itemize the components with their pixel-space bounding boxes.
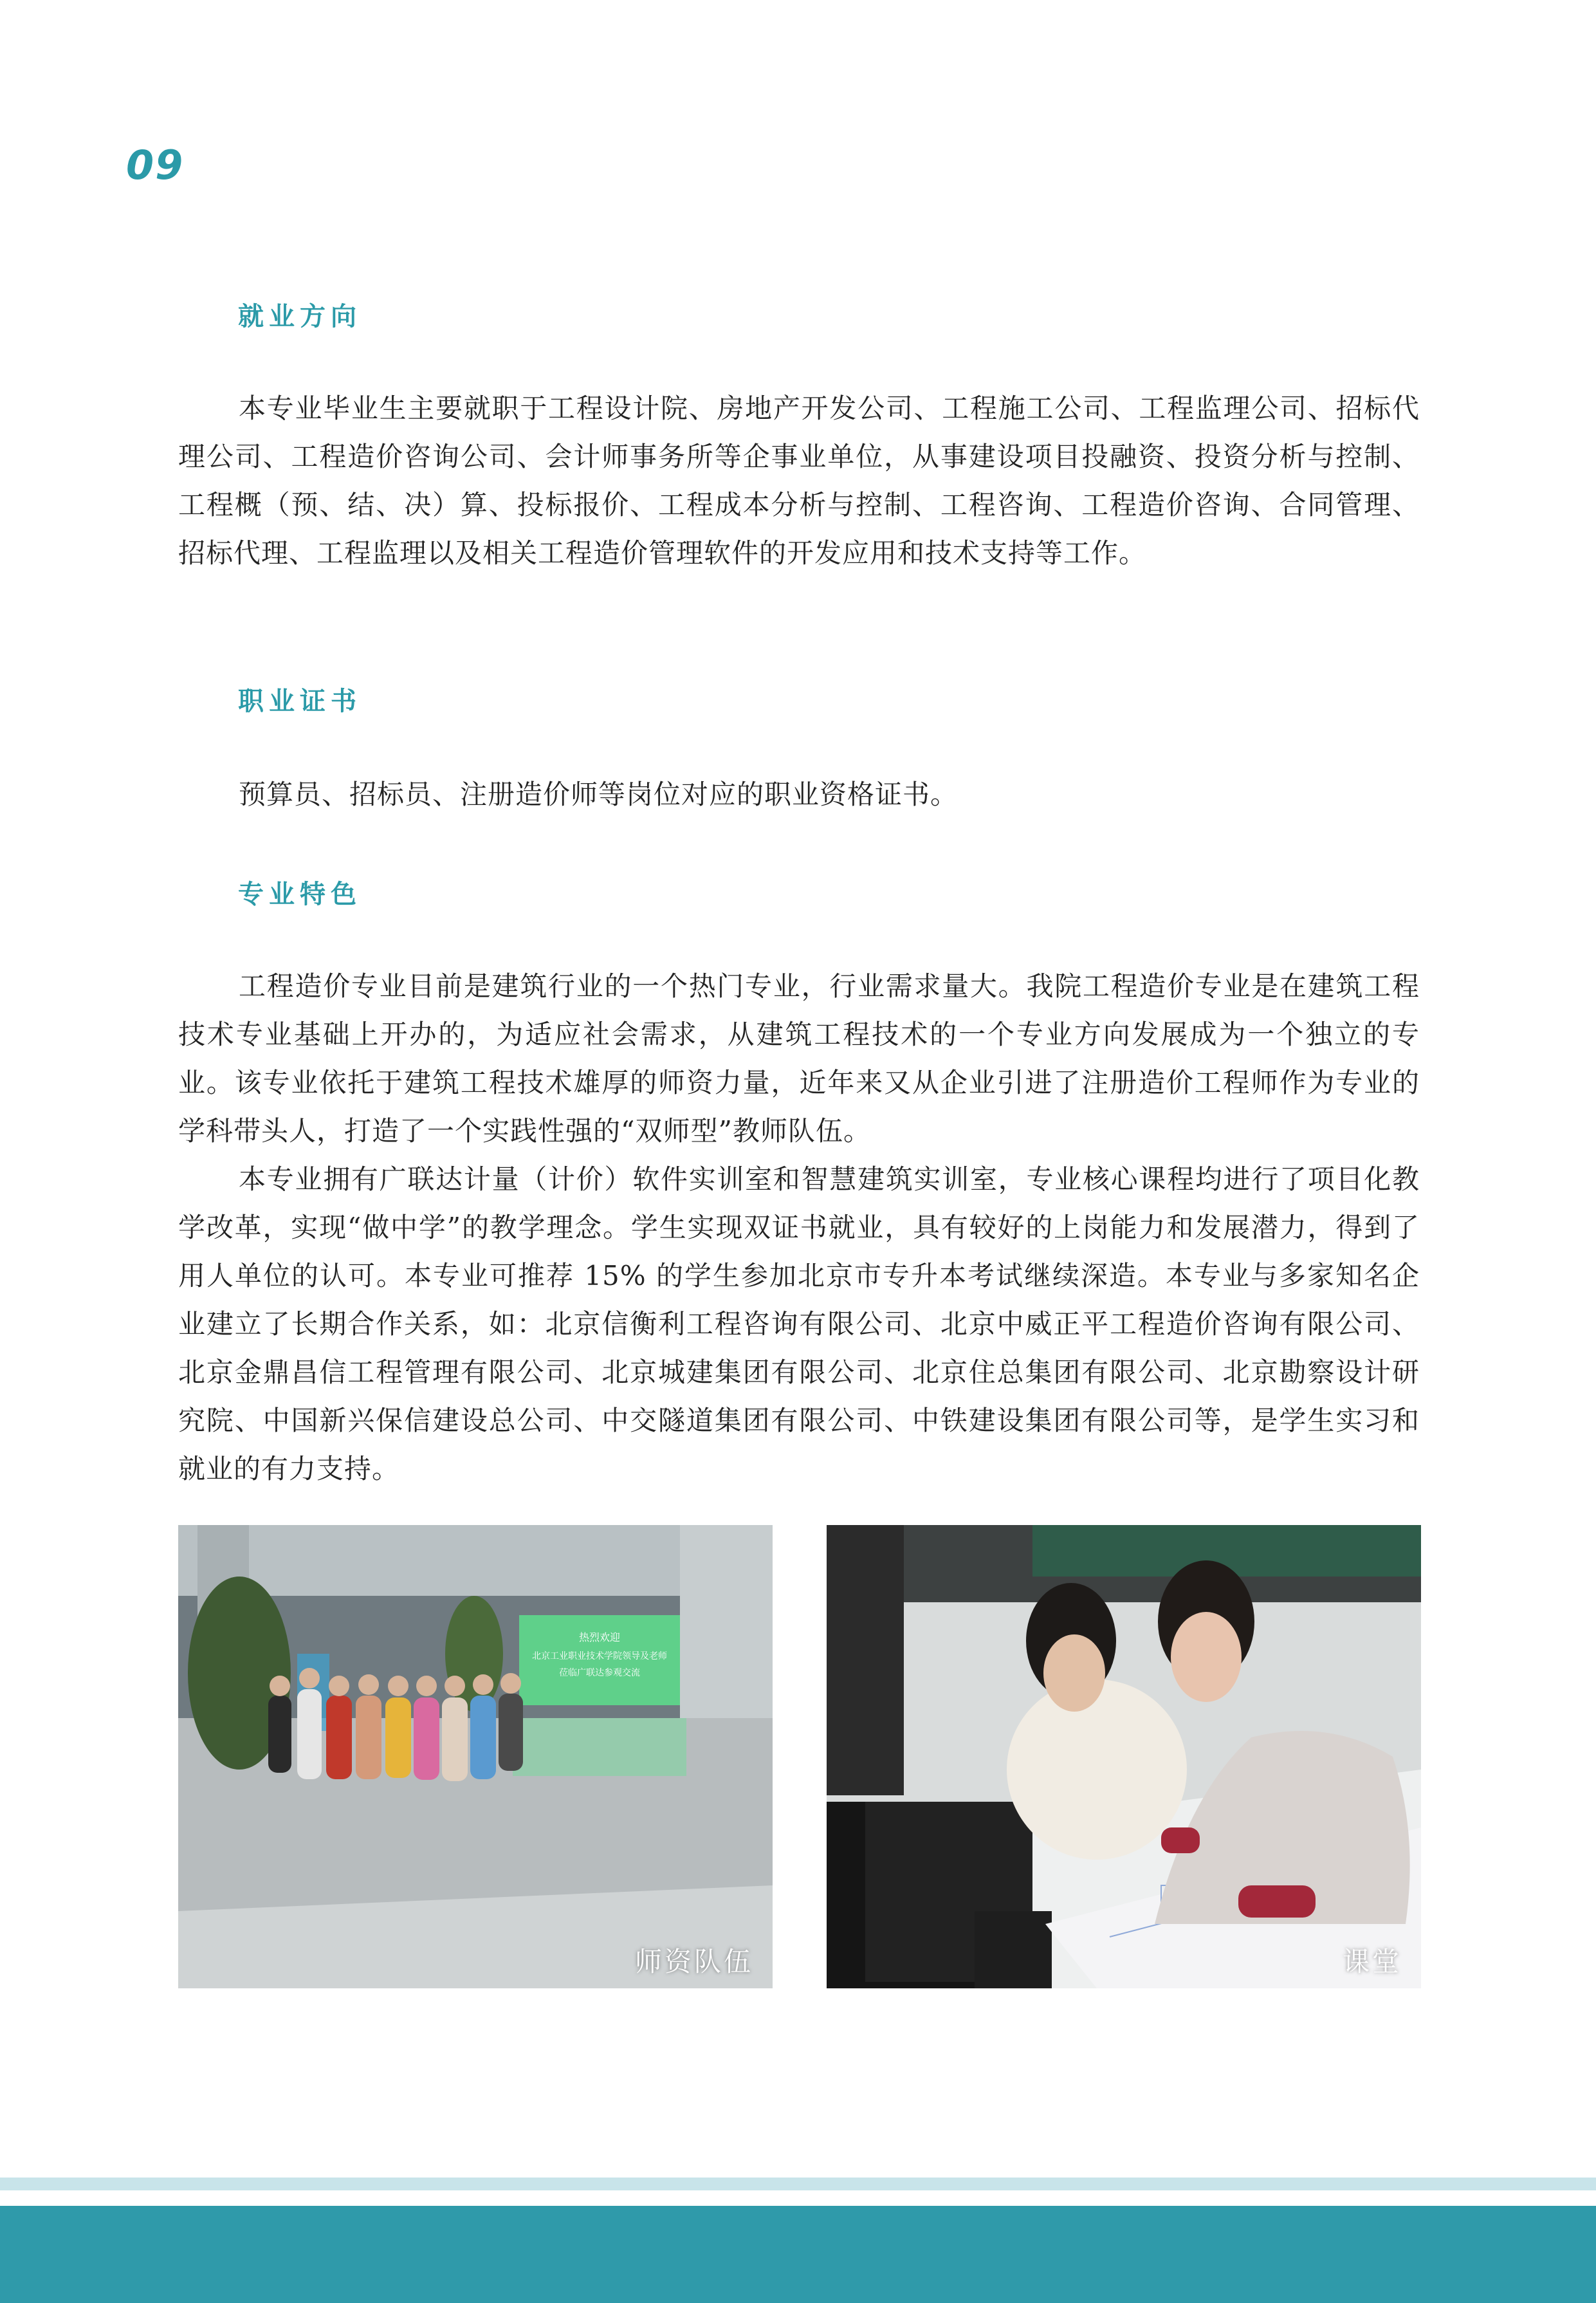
photo-faculty-team <box>178 1525 773 1988</box>
screen-text-guests: 北京工业职业技术学院领导及老师 <box>532 1651 667 1661</box>
footer-band <box>0 2206 1596 2303</box>
page-number: 09 <box>126 142 185 189</box>
screen-text-welcome: 热烈欢迎 <box>578 1631 621 1643</box>
caption-classroom: 课堂 <box>1342 1946 1402 1977</box>
photo-classroom <box>827 1525 1421 1988</box>
paragraph-features-2: 本专业拥有广联达计量（计价）软件实训室和智慧建筑实训室，专业核心课程均进行了项目化教学改革，实现“做中学”的教学理念。学生实现双证书就业，具有较好的上岗能力和发展潜力，得到了用人单位的认可。本专业可推荐 15% 的学生参加北京市专升本考试继续深造。本专业与多家知名企业建立了长期合作关系，如：北京信衡利工程咨询有限公司、北京中威正平工程造价咨询有限公司、北京金鼎昌信工程管理有限公司、北京城建集团有限公司、北京住总集团有限公司、北京勘察设计研究院、中国新兴保信建设总公司、中交隧道集团有限公司、中铁建设集团有限公司等，是学生实习和就业的有力支持。 <box>178 1163 1420 1484</box>
paragraph-certificate: 预算员、招标员、注册造价师等岗位对应的职业资格证书。 <box>239 779 959 810</box>
heading-features: 专业特色 <box>238 880 362 909</box>
screen-text-visit: 莅临广联达参观交流 <box>559 1668 640 1678</box>
heading-certificate: 职业证书 <box>238 687 362 716</box>
paragraph-employment: 本专业毕业生主要就职于工程设计院、房地产开发公司、工程施工公司、工程监理公司、招标代理公司、工程造价咨询公司、会计师事务所等企事业单位，从事建设项目投融资、投资分析与控制、工程概（预、结、决）算、投标报价、工程成本分析与控制、工程咨询、工程造价咨询、合同管理、招标代理、工程监理以及相关工程造价管理软件的开发应用和技术支持等工作。 <box>178 393 1420 569</box>
heading-employment: 就业方向 <box>238 302 362 331</box>
caption-faculty-team: 师资队伍 <box>634 1946 753 1977</box>
footer-light-stripe <box>0 2178 1596 2190</box>
paragraph-features-1: 工程造价专业目前是建筑行业的一个热门专业，行业需求量大。我院工程造价专业是在建筑工程技术专业基础上开办的，为适应社会需求，从建筑工程技术的一个专业方向发展成为一个独立的专业。该专业依托于建筑工程技术雄厚的师资力量，近年来又从企业引进了注册造价工程师作为专业的学科带头人，打造了一个实践性强的“双师型”教师队伍。 <box>178 970 1420 1147</box>
